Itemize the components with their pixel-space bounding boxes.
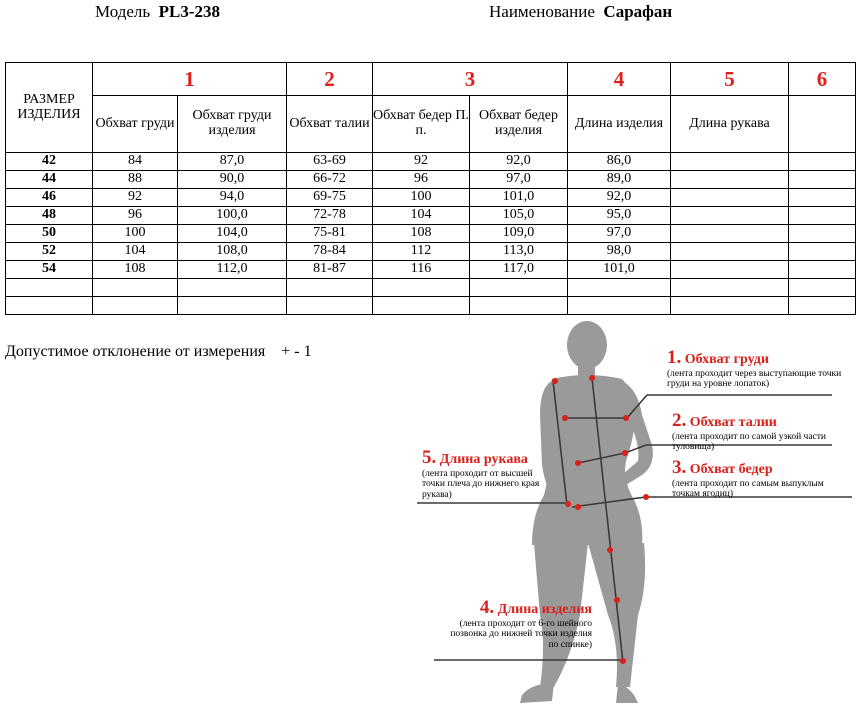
table-cell: 98,0	[568, 243, 671, 261]
table-cell: 63-69	[287, 153, 373, 171]
table-cell: 97,0	[568, 225, 671, 243]
table-cell: 100	[93, 225, 178, 243]
table-cell: 104	[93, 243, 178, 261]
table-cell: 104	[373, 207, 470, 225]
table-cell: 113,0	[470, 243, 568, 261]
table-row	[6, 153, 856, 171]
table-cell: 81-87	[287, 261, 373, 279]
callout-waist: 2. Обхват талии (лента проходит по самой узкой части туловища)	[672, 410, 826, 453]
table-cell: 104,0	[178, 225, 287, 243]
table-cell: 84	[93, 153, 178, 171]
table-cell: 78-84	[287, 243, 373, 261]
group-number-row	[6, 63, 856, 96]
size-cell: 50	[6, 225, 93, 243]
table-cell: 101,0	[470, 189, 568, 207]
table-cell: 95,0	[568, 207, 671, 225]
empty-row	[6, 297, 856, 315]
col-header-sleeve: Длина рукава	[671, 96, 789, 153]
table-cell: 96	[93, 207, 178, 225]
table-cell: 97,0	[470, 171, 568, 189]
table-cell: 112,0	[178, 261, 287, 279]
group-number-6: 6	[789, 63, 856, 96]
table-cell: 86,0	[568, 153, 671, 171]
callout-sleeve: 5. Длина рукава (лента проходит от высшей точки плеча до нижнего края рукава)	[422, 447, 540, 500]
name-label: Наименование	[489, 2, 595, 21]
table-cell: 112	[373, 243, 470, 261]
table-cell	[789, 153, 856, 171]
table-cell	[671, 243, 789, 261]
col-header-empty	[789, 96, 856, 153]
measurement-figure	[412, 315, 862, 710]
size-cell: 42	[6, 153, 93, 171]
table-row	[6, 225, 856, 243]
size-cell: 44	[6, 171, 93, 189]
group-number-3: 3	[373, 63, 568, 96]
table-cell	[789, 189, 856, 207]
table-cell: 101,0	[568, 261, 671, 279]
col-header-bust: Обхват груди	[93, 96, 178, 153]
size-cell: 48	[6, 207, 93, 225]
table-cell: 100	[373, 189, 470, 207]
table-cell: 69-75	[287, 189, 373, 207]
table-cell: 116	[373, 261, 470, 279]
table-row	[6, 189, 856, 207]
col-header-waist: Обхват талии	[287, 96, 373, 153]
column-header-row	[6, 96, 856, 153]
table-cell: 92	[373, 153, 470, 171]
size-cell: 54	[6, 261, 93, 279]
size-cell: 52	[6, 243, 93, 261]
group-number-4: 4	[568, 63, 671, 96]
callout-bust: 1. Обхват груди (лента проходит через выступающие точки груди на уровне лопаток)	[667, 347, 842, 390]
table-cell	[671, 207, 789, 225]
table-cell	[671, 189, 789, 207]
table-cell: 108	[373, 225, 470, 243]
table-cell	[671, 261, 789, 279]
table-row	[6, 171, 856, 189]
table-cell	[671, 225, 789, 243]
table-cell: 105,0	[470, 207, 568, 225]
model-header	[95, 2, 220, 22]
size-cell: 46	[6, 189, 93, 207]
table-cell: 90,0	[178, 171, 287, 189]
table-cell: 96	[373, 171, 470, 189]
table-cell: 117,0	[470, 261, 568, 279]
table-row	[6, 207, 856, 225]
table-cell: 88	[93, 171, 178, 189]
col-header-bust-garment: Обхват груди изделия	[178, 96, 287, 153]
table-cell: 100,0	[178, 207, 287, 225]
name-header	[489, 2, 672, 22]
col-header-hips-garment: Обхват бедер изделия	[470, 96, 568, 153]
table-cell	[789, 207, 856, 225]
table-cell: 92,0	[470, 153, 568, 171]
model-value: PL3-238	[158, 2, 221, 21]
callout-hips: 3. Обхват бедер (лента проходит по самым выпуклым точкам ягодиц)	[672, 457, 824, 500]
table-cell: 92	[93, 189, 178, 207]
model-label: Модель	[95, 2, 151, 21]
table-cell: 108,0	[178, 243, 287, 261]
tolerance-note: Допустимое отклонение от измерения + - 1	[5, 343, 312, 360]
table-cell: 92,0	[568, 189, 671, 207]
name-value: Сарафан	[603, 2, 673, 21]
col-header-length: Длина изделия	[568, 96, 671, 153]
table-cell: 75-81	[287, 225, 373, 243]
size-header: РАЗМЕР ИЗДЕЛИЯ	[6, 63, 93, 153]
group-number-1: 1	[93, 63, 287, 96]
table-cell	[671, 153, 789, 171]
table-cell: 72-78	[287, 207, 373, 225]
table-cell: 89,0	[568, 171, 671, 189]
table-row	[6, 243, 856, 261]
table-cell	[789, 261, 856, 279]
col-header-hips: Обхват бедер П. п.	[373, 96, 470, 153]
table-cell	[789, 243, 856, 261]
table-cell: 87,0	[178, 153, 287, 171]
group-number-5: 5	[671, 63, 789, 96]
table-row	[6, 261, 856, 279]
table-cell: 66-72	[287, 171, 373, 189]
table-cell: 109,0	[470, 225, 568, 243]
empty-row	[6, 279, 856, 297]
group-number-2: 2	[287, 63, 373, 96]
table-cell	[789, 171, 856, 189]
table-cell	[671, 171, 789, 189]
size-table	[5, 62, 856, 315]
table-cell	[789, 225, 856, 243]
table-cell: 94,0	[178, 189, 287, 207]
callout-length: 4. Длина изделия (лента проходит от 6-го шейного позвонка до нижней точки изделия по спинке)	[450, 597, 592, 650]
table-cell: 108	[93, 261, 178, 279]
